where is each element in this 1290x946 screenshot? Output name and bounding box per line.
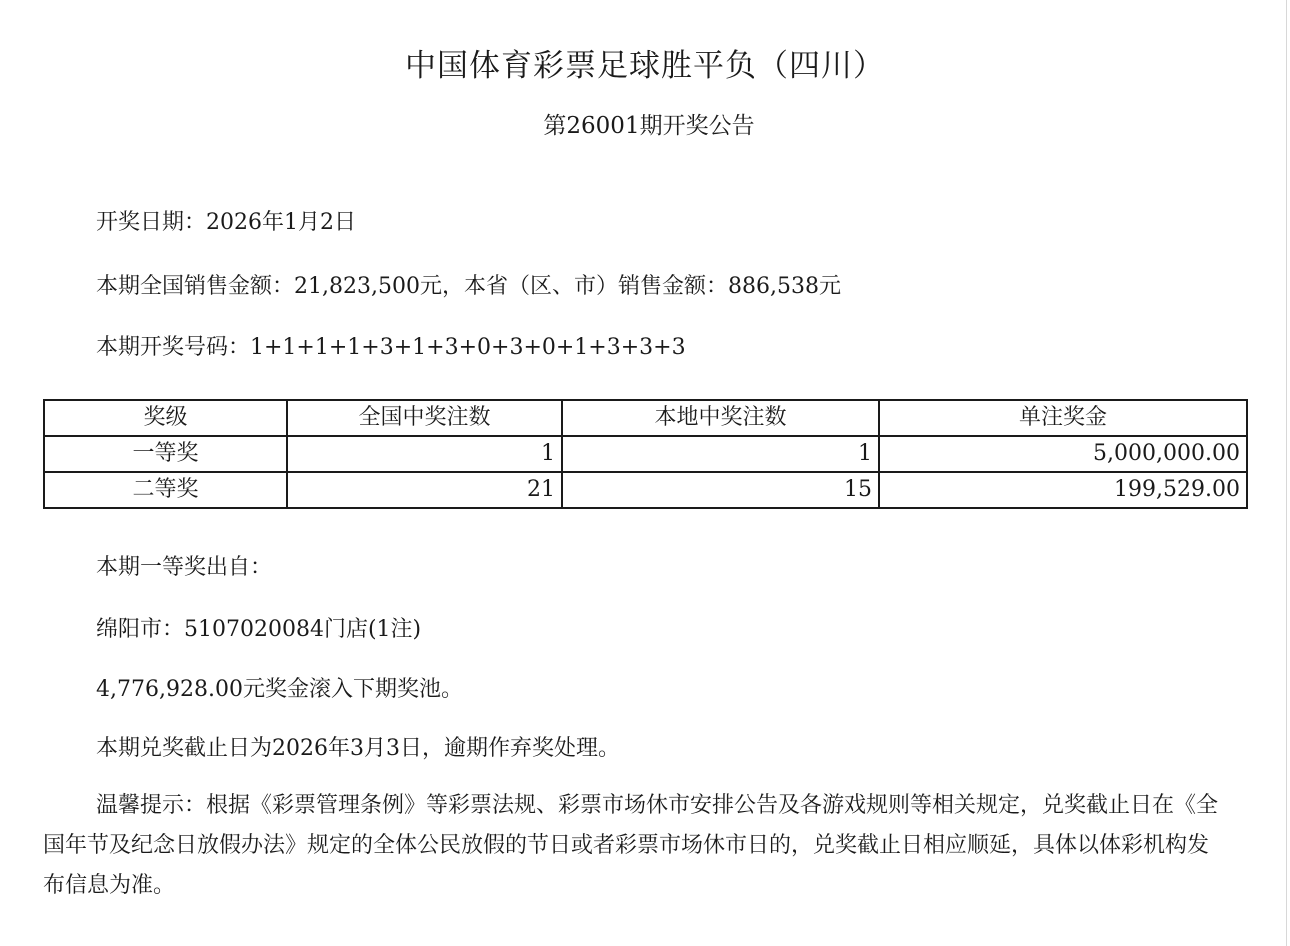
first-prize-origin-label: 本期一等奖出自： <box>96 555 273 580</box>
draw-announcement-subtitle: 第26001期开奖公告 <box>543 113 755 139</box>
claim-deadline: 本期兑奖截止日为2026年3月3日，逾期作弃奖处理。 <box>96 736 620 761</box>
prize-level-cell: 一等奖 <box>44 436 287 472</box>
prize-amount-cell: 199,529.00 <box>879 472 1247 508</box>
draw-date: 开奖日期：2026年1月2日 <box>96 210 356 235</box>
prize-amount-cell: 5,000,000.00 <box>879 436 1247 472</box>
column-header-prize-amount: 单注奖金 <box>879 400 1247 436</box>
table-row <box>44 472 1247 508</box>
local-winners-cell: 15 <box>562 472 879 508</box>
winning-numbers: 本期开奖号码：1+1+1+1+3+1+3+0+3+0+1+3+3+3 <box>96 335 686 360</box>
national-winners-cell: 1 <box>287 436 562 472</box>
column-header-prize-level: 奖级 <box>44 400 287 436</box>
local-winners-cell: 1 <box>562 436 879 472</box>
rollover-notice: 4,776,928.00元奖金滚入下期奖池。 <box>96 677 463 702</box>
national-winners-cell: 21 <box>287 472 562 508</box>
prize-level-cell: 二等奖 <box>44 472 287 508</box>
sales-amount: 本期全国销售金额：21,823,500元，本省（区、市）销售金额：886,538元 <box>96 274 841 299</box>
prize-table <box>43 399 1248 509</box>
table-row <box>44 436 1247 472</box>
page-title: 中国体育彩票足球胜平负（四川） <box>405 48 885 84</box>
column-header-local-winners: 本地中奖注数 <box>562 400 879 436</box>
winning-store: 绵阳市：5107020084门店(1注) <box>96 617 422 642</box>
reminder-paragraph: 温馨提示：根据《彩票管理条例》等彩票法规、彩票市场休市安排公告及各游戏规则等相关规定，兑奖截止日在《全国年节及纪念日放假办法》规定的全体公民放假的节日或者彩票市场休市日的，兑奖截止日相应顺延，具体以体彩机构发布信息为准。 <box>43 793 1219 898</box>
column-header-national-winners: 全国中奖注数 <box>287 400 562 436</box>
table-header-row <box>44 400 1247 436</box>
